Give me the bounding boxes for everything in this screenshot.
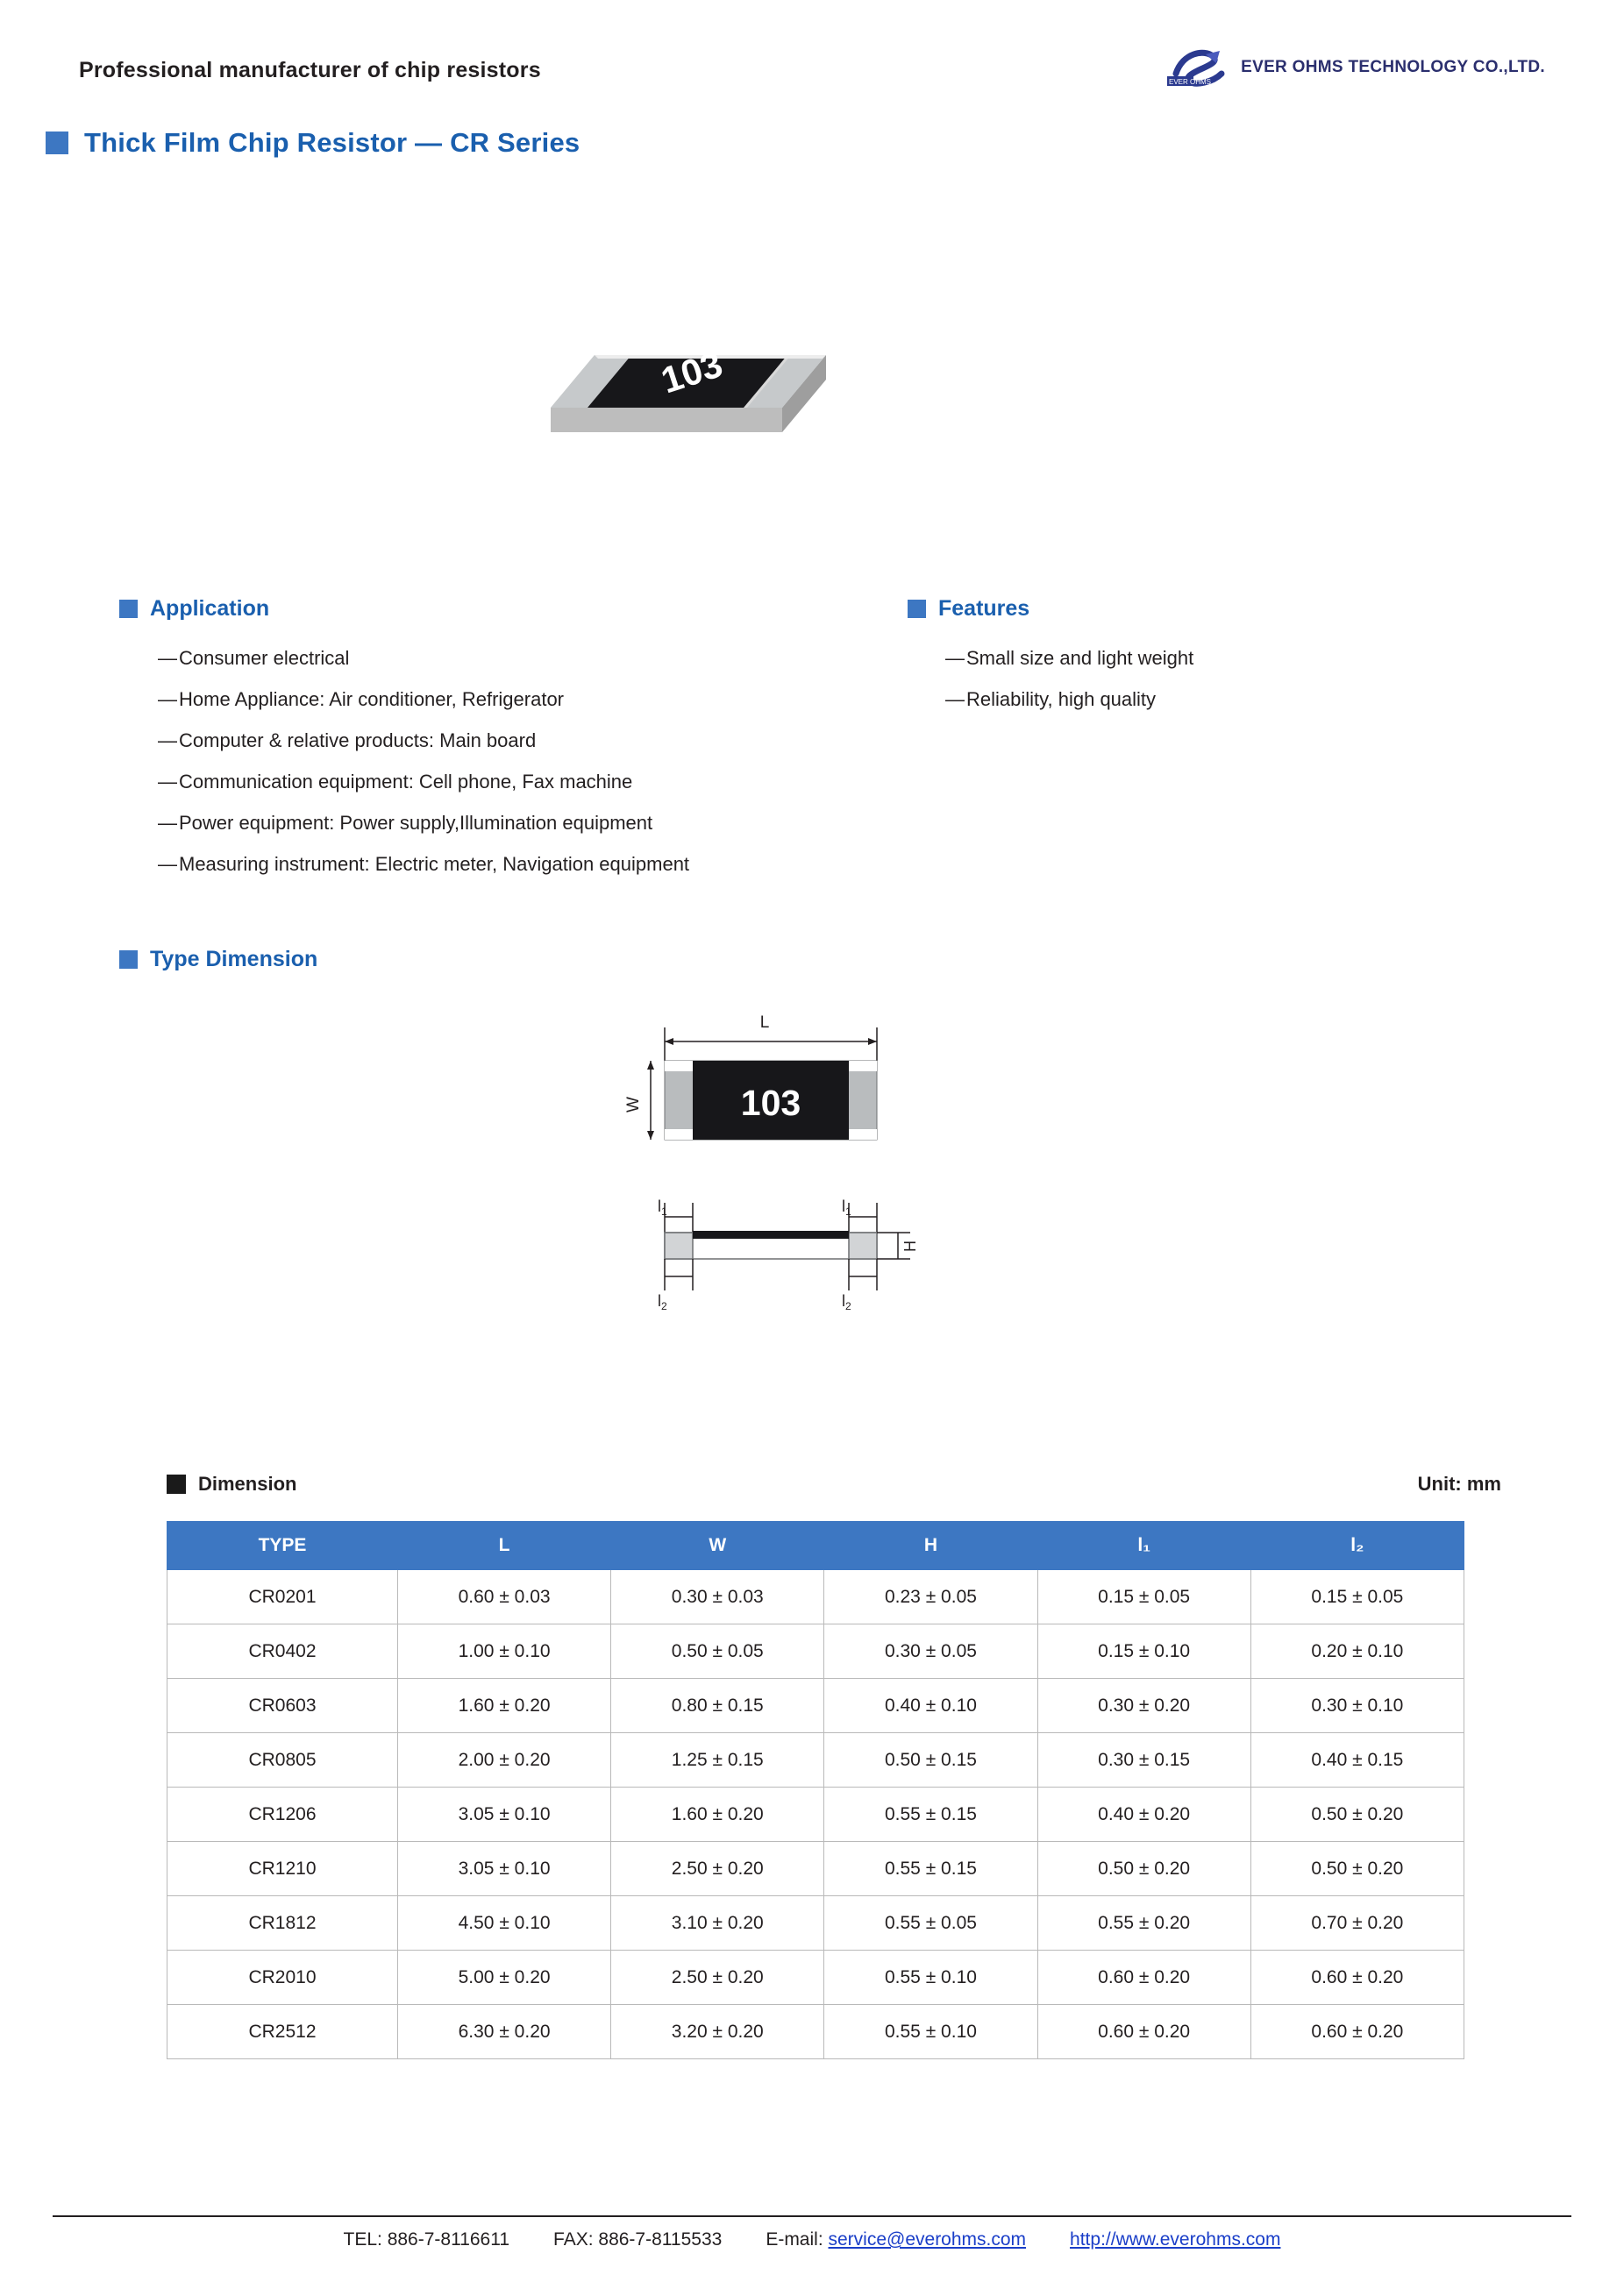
footer-email-label: E-mail:	[766, 2229, 823, 2250]
hero-marking: 103	[656, 343, 728, 402]
cell-l2: 0.50 ± 0.20	[1250, 1788, 1464, 1842]
label-l1-left: $l_1$	[658, 1198, 667, 1218]
table-row	[167, 1624, 1464, 1679]
label-l2-right: $l_2$	[842, 1292, 851, 1312]
cell-l: 4.50 ± 0.10	[398, 1896, 611, 1951]
column-header-w: W	[611, 1522, 824, 1570]
column-header-l: L	[398, 1522, 611, 1570]
footer-email-link[interactable]: service@everohms.com	[828, 2229, 1027, 2250]
cell-l1: 0.55 ± 0.20	[1037, 1896, 1250, 1951]
table-row	[167, 1842, 1464, 1896]
cell-l1: 0.60 ± 0.20	[1037, 1951, 1250, 2005]
cell-h: 0.55 ± 0.05	[824, 1896, 1037, 1951]
drawing-marking: 103	[740, 1083, 801, 1123]
dimension-label-text: Dimension	[198, 1473, 297, 1495]
company-logo	[1167, 47, 1545, 88]
table-row	[167, 1679, 1464, 1733]
cell-l1: 0.50 ± 0.20	[1037, 1842, 1250, 1896]
list-item-label: Reliability, high quality	[966, 688, 1157, 710]
list-item-label: Computer & relative products: Main board	[179, 729, 537, 751]
dash-icon: —	[158, 688, 177, 710]
list-item	[945, 637, 1193, 679]
features-heading-text: Features	[938, 596, 1030, 621]
cell-w: 2.50 ± 0.20	[611, 1951, 824, 2005]
dimension-table-header-row	[167, 1473, 1501, 1499]
cell-h: 0.30 ± 0.05	[824, 1624, 1037, 1679]
list-item	[158, 720, 689, 761]
section-bullet-icon	[119, 600, 138, 618]
cell-type: CR2010	[167, 1951, 398, 2005]
cell-l1: 0.60 ± 0.20	[1037, 2005, 1250, 2059]
table-row	[167, 1896, 1464, 1951]
cell-w: 0.80 ± 0.15	[611, 1679, 824, 1733]
cell-w: 1.25 ± 0.15	[611, 1733, 824, 1788]
list-item	[158, 761, 689, 802]
cell-type: CR0603	[167, 1679, 398, 1733]
column-header-l2: l₂	[1250, 1522, 1464, 1570]
cell-l2: 0.50 ± 0.20	[1250, 1842, 1464, 1896]
cell-h: 0.40 ± 0.10	[824, 1679, 1037, 1733]
cell-h: 0.55 ± 0.15	[824, 1788, 1037, 1842]
cell-l: 3.05 ± 0.10	[398, 1842, 611, 1896]
cell-l2: 0.70 ± 0.20	[1250, 1896, 1464, 1951]
cell-type: CR0402	[167, 1624, 398, 1679]
label-L: L	[759, 1013, 770, 1032]
header-tagline: Professional manufacturer of chip resistors	[79, 58, 541, 82]
cell-l2: 0.60 ± 0.20	[1250, 1951, 1464, 2005]
unit-label: Unit: mm	[1417, 1473, 1501, 1495]
cell-l2: 0.60 ± 0.20	[1250, 2005, 1464, 2059]
footer-tel: TEL: 886-7-8116611	[343, 2229, 510, 2250]
list-item	[945, 679, 1193, 720]
cell-l: 1.60 ± 0.20	[398, 1679, 611, 1733]
page-footer	[53, 2215, 1571, 2250]
cell-type: CR1812	[167, 1896, 398, 1951]
section-bullet-icon	[908, 600, 926, 618]
dimension-drawing	[526, 1008, 1087, 1376]
table-row	[167, 1788, 1464, 1842]
company-name: EVER OHMS TECHNOLOGY CO.,LTD.	[1241, 58, 1545, 76]
dash-icon: —	[945, 647, 965, 669]
list-item-label: Power equipment: Power supply,Illumination equipment	[179, 812, 653, 834]
cell-w: 2.50 ± 0.20	[611, 1842, 824, 1896]
page-title	[46, 127, 580, 159]
cell-l: 2.00 ± 0.20	[398, 1733, 611, 1788]
cell-l: 5.00 ± 0.20	[398, 1951, 611, 2005]
cell-l1: 0.30 ± 0.15	[1037, 1733, 1250, 1788]
table-row	[167, 2005, 1464, 2059]
dash-icon: —	[158, 647, 177, 669]
cell-h: 0.55 ± 0.10	[824, 2005, 1037, 2059]
table-row	[167, 1951, 1464, 2005]
table-header-row	[167, 1522, 1464, 1570]
cell-l: 1.00 ± 0.10	[398, 1624, 611, 1679]
cell-l2: 0.20 ± 0.10	[1250, 1624, 1464, 1679]
section-bullet-icon	[119, 950, 138, 969]
dash-icon: —	[945, 688, 965, 710]
footer-email-group	[766, 2229, 1026, 2250]
ever-ohms-logo-icon	[1167, 47, 1232, 88]
cell-h: 0.23 ± 0.05	[824, 1570, 1037, 1624]
dimension-label	[167, 1473, 296, 1496]
cell-l: 0.60 ± 0.03	[398, 1570, 611, 1624]
cell-l2: 0.40 ± 0.15	[1250, 1733, 1464, 1788]
application-list	[158, 637, 689, 885]
type-dimension-heading	[119, 947, 317, 972]
cell-l: 3.05 ± 0.10	[398, 1788, 611, 1842]
label-l2-left: $l_2$	[658, 1292, 667, 1312]
table-row	[167, 1570, 1464, 1624]
cell-type: CR1210	[167, 1842, 398, 1896]
chip-resistor-3d-image	[544, 302, 833, 478]
list-item-label: Small size and light weight	[966, 647, 1194, 669]
svg-text:EVER OHMS: EVER OHMS	[1169, 78, 1212, 86]
dash-icon: —	[158, 812, 177, 834]
title-bullet-icon	[46, 132, 68, 154]
cell-type: CR0201	[167, 1570, 398, 1624]
page-header	[79, 49, 1545, 110]
cell-l: 6.30 ± 0.20	[398, 2005, 611, 2059]
label-l1-right: $l_1$	[842, 1198, 851, 1218]
list-item	[158, 802, 689, 843]
title-text: Thick Film Chip Resistor — CR Series	[84, 127, 581, 158]
cell-type: CR2512	[167, 2005, 398, 2059]
footer-fax: FAX: 886-7-8115533	[553, 2229, 723, 2250]
table-row	[167, 1733, 1464, 1788]
cell-l1: 0.15 ± 0.10	[1037, 1624, 1250, 1679]
label-W: W	[624, 1097, 643, 1112]
list-item-label: Measuring instrument: Electric meter, Navigation equipment	[179, 853, 690, 875]
black-square-icon	[167, 1475, 186, 1494]
column-header-h: H	[824, 1522, 1037, 1570]
list-item	[158, 843, 689, 885]
dimension-table	[167, 1521, 1464, 2059]
cell-h: 0.55 ± 0.15	[824, 1842, 1037, 1896]
cell-l1: 0.30 ± 0.20	[1037, 1679, 1250, 1733]
column-header-type: TYPE	[167, 1522, 398, 1570]
cell-l1: 0.15 ± 0.05	[1037, 1570, 1250, 1624]
column-header-l1: l₁	[1037, 1522, 1250, 1570]
features-list	[945, 637, 1193, 720]
footer-website-link[interactable]: http://www.everohms.com	[1070, 2229, 1281, 2250]
cell-w: 0.50 ± 0.05	[611, 1624, 824, 1679]
label-H: H	[901, 1240, 919, 1252]
list-item	[158, 637, 689, 679]
list-item-label: Consumer electrical	[179, 647, 350, 669]
features-heading	[908, 596, 1029, 622]
cell-l2: 0.30 ± 0.10	[1250, 1679, 1464, 1733]
dash-icon: —	[158, 729, 177, 751]
type-dimension-heading-text: Type Dimension	[150, 947, 318, 971]
list-item	[158, 679, 689, 720]
list-item-label: Communication equipment: Cell phone, Fax machine	[179, 771, 633, 793]
application-heading-text: Application	[150, 596, 270, 621]
cell-w: 0.30 ± 0.03	[611, 1570, 824, 1624]
cell-h: 0.50 ± 0.15	[824, 1733, 1037, 1788]
cell-w: 3.10 ± 0.20	[611, 1896, 824, 1951]
list-item-label: Home Appliance: Air conditioner, Refrigerator	[179, 688, 565, 710]
cell-type: CR1206	[167, 1788, 398, 1842]
cell-w: 1.60 ± 0.20	[611, 1788, 824, 1842]
cell-type: CR0805	[167, 1733, 398, 1788]
cell-l2: 0.15 ± 0.05	[1250, 1570, 1464, 1624]
dash-icon: —	[158, 771, 177, 793]
cell-h: 0.55 ± 0.10	[824, 1951, 1037, 2005]
dash-icon: —	[158, 853, 177, 875]
application-heading	[119, 596, 269, 622]
cell-w: 3.20 ± 0.20	[611, 2005, 824, 2059]
cell-l1: 0.40 ± 0.20	[1037, 1788, 1250, 1842]
